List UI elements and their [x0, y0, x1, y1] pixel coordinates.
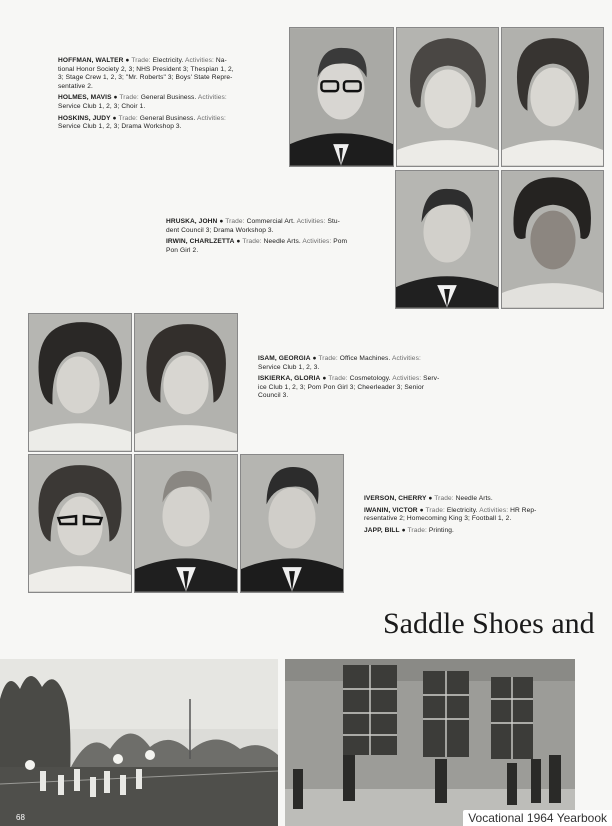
portrait-isam-georgia: [28, 313, 132, 452]
bio-irwin: IRWIN, CHARLZETTA ● Trade: Needle Arts. Activities: Pom Pon Girl 2.: [166, 238, 348, 254]
photo-school-building: [285, 659, 575, 826]
portrait-iverson-cherry: [28, 454, 132, 593]
portrait-japp-bill: [240, 454, 344, 593]
bio-hoffman: HOFFMAN, WALTER ● Trade: Electricity. Activities: Na- tional Honor Society 2, 3; NHS President 3; Thespian 1, 2, 3; Stage Crew 1, 2, 3; "Mr. Roberts" 3; Boys' State Repre- sentative 2.: [58, 57, 234, 90]
bio-group-isam: [258, 355, 473, 404]
portrait-holmes-mavis: [396, 27, 499, 167]
portrait-hoffman-walter: [289, 27, 394, 167]
bio-hruska: HRUSKA, JOHN ● Trade: Commercial Art. Activities: Stu- dent Council 3; Drama Workshop 3.: [166, 218, 340, 234]
image-caption: Vocational 1964 Yearbook: [463, 810, 612, 826]
photo-football-field: [0, 659, 278, 826]
bio-iwanin: IWANIN, VICTOR ● Trade: Electricity. Activities: HR Rep- resentative 2; Homecoming King 3; Football 1, 2.: [364, 506, 537, 523]
bio-group-top: [58, 57, 273, 135]
section-title: Saddle Shoes and: [383, 607, 595, 640]
portrait-iwanin-victor: [134, 454, 238, 593]
bio-group-middle: [166, 218, 381, 258]
bio-group-bottom: [364, 495, 579, 538]
page-number: 68: [16, 813, 25, 822]
bio-holmes: HOLMES, MAVIS ● Trade: General Business. Activities: Service Club 1, 2, 3; Choir 1.: [58, 94, 227, 110]
portrait-irwin-charlzetta: [501, 170, 604, 309]
bio-hoskins: HOSKINS, JUDY ● Trade: General Business. Activities: Service Club 1, 2, 3; Drama Workshop 3.: [58, 114, 226, 131]
bio-isam: ISAM, GEORGIA ● Trade: Office Machines. Activities: Service Club 1, 2, 3.: [258, 355, 421, 371]
bio-iskierka: ISKIERKA, GLORIA ● Trade: Cosmetology. Activities: Serv- ice Club 1, 2, 3; Pom Pon Girl 3; Cheerleader 3; Senior Council 3.: [258, 375, 440, 400]
portrait-hruska-john: [395, 170, 499, 309]
portrait-iskierka-gloria: [134, 313, 238, 452]
portrait-hoskins-judy: [501, 27, 604, 167]
bio-iverson: IVERSON, CHERRY ● Trade: Needle Arts.: [364, 495, 493, 502]
bio-japp: JAPP, BILL ● Trade: Printing.: [364, 526, 454, 534]
